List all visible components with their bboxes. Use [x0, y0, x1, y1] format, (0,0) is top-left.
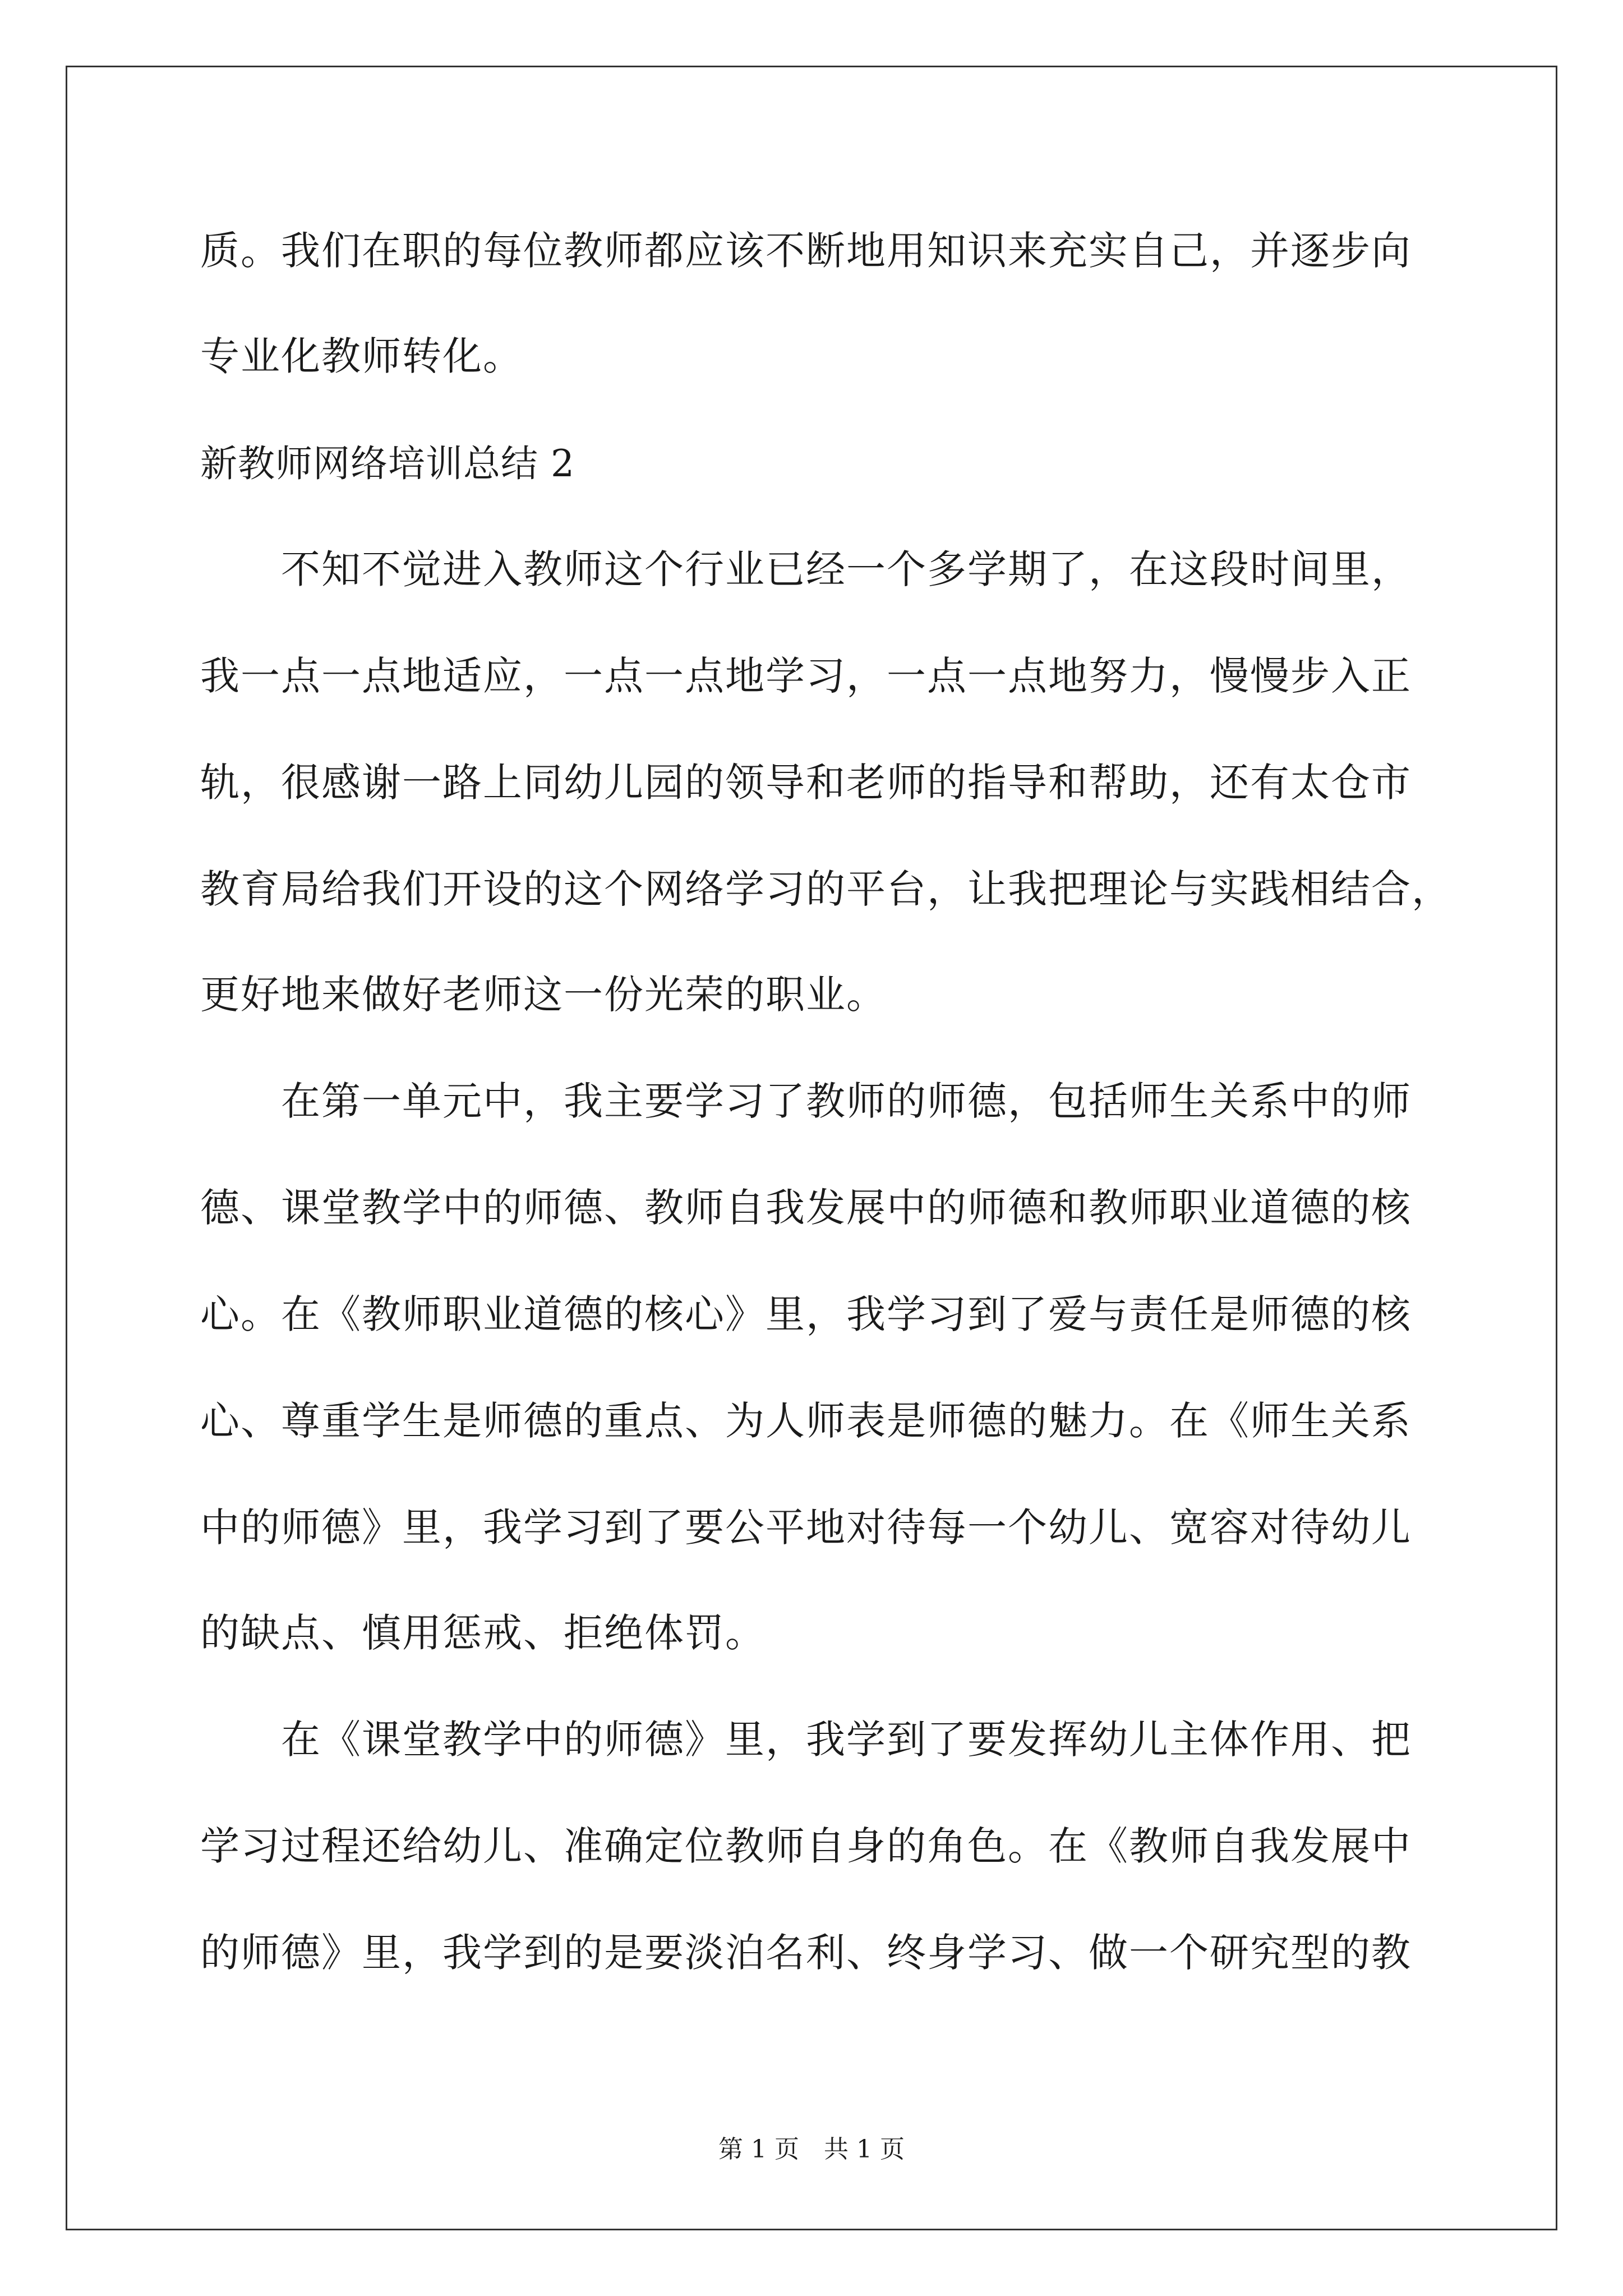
body-line-1: 质。我们在职的每位教师都应该不断地用知识来充实自己，并逐步向 [200, 228, 1412, 274]
page-border [66, 66, 1557, 2230]
body-line-2: 专业化教师转化。 [200, 333, 523, 379]
body-line-9: 德、课堂教学中的师德、教师自我发展中的师德和教师职业道德的核 [200, 1185, 1412, 1231]
body-line-12: 中的师德》里，我学习到了要公平地对待每一个幼儿、宽容对待幼儿 [200, 1504, 1412, 1550]
body-line-14: 在《课堂教学中的师德》里，我学到了要发挥幼儿主体作用、把 [200, 1717, 1412, 1763]
body-line-8: 在第一单元中，我主要学习了教师的师德，包括师生关系中的师 [200, 1078, 1412, 1124]
body-line-15: 学习过程还给幼儿、准确定位教师自身的角色。在《教师自我发展中 [200, 1823, 1412, 1869]
body-line-4: 我一点一点地适应，一点一点地学习，一点一点地努力，慢慢步入正 [200, 653, 1412, 699]
body-line-10: 心。在《教师职业道德的核心》里，我学习到了爱与责任是师德的核 [200, 1291, 1412, 1337]
body-line-3: 不知不觉进入教师这个行业已经一个多学期了，在这段时间里， [200, 546, 1412, 592]
body-line-5: 轨，很感谢一路上同幼儿园的领导和老师的指导和帮助，还有太仓市 [200, 760, 1412, 806]
body-line-7: 更好地来做好老师这一份光荣的职业。 [200, 972, 887, 1018]
body-line-13: 的缺点、慎用惩戒、拒绝体罚。 [200, 1610, 766, 1656]
section-heading: 新教师网络培训总结 2 [200, 442, 575, 485]
body-line-6: 教育局给我们开设的这个网络学习的平台，让我把理论与实践相结合， [200, 866, 1452, 912]
body-line-16: 的师德》里，我学到的是要淡泊名利、终身学习、做一个研究型的教 [200, 1930, 1412, 1976]
body-line-11: 心、尊重学生是师德的重点、为人师表是师德的魅力。在《师生关系 [200, 1398, 1412, 1444]
page-footer: 第 1 页 共 1 页 [718, 2135, 905, 2164]
